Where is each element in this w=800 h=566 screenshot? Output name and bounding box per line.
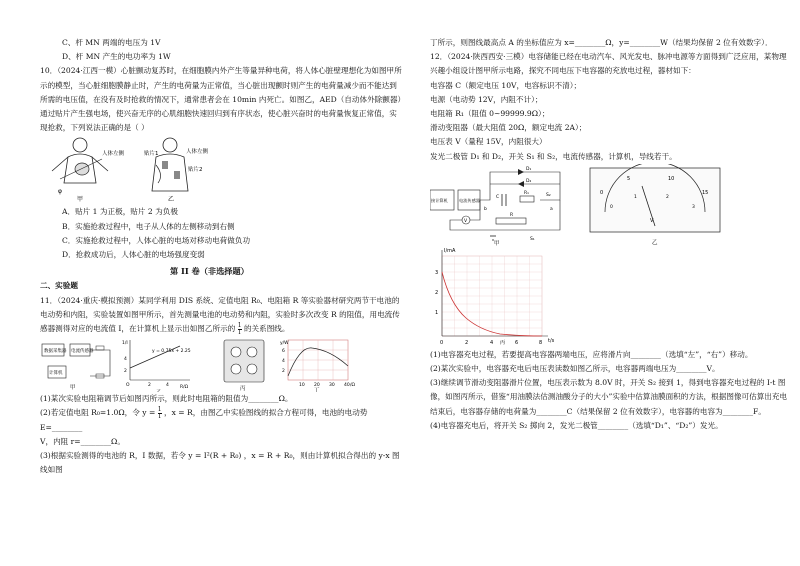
fig-11-ding-x30: 30 [329, 383, 335, 389]
question-11-stem-text: 11．（2024·重庆·模拟预测）某同学利用 DIS 系统、定值电阻 R₀、电阻箱 R 等实验器材研究两节干电池的电动势和内阻，实验装置如图甲所示，首先测量电池的电动势和内阻，实验时多次改变 R 的阻值，用电流传感器测得对应的电流值 I，在计算机上显示出如图乙所示的 [40, 295, 400, 334]
question-12-item-4: 滑动变阻器（最大阻值 20Ω，额定电流 2A）； [430, 123, 587, 133]
fig-data-collector: 数据采集器 [44, 349, 67, 355]
fig-12-computer: 接计算机 [431, 197, 448, 203]
fig-chest-label-b: 人体左侧 [186, 149, 209, 156]
question-12-figures [430, 164, 792, 246]
fig-11-yi-y2: 2 [124, 369, 127, 375]
fig-12-sensor: 电流传感器 [459, 197, 480, 203]
graph-x6: 6 [515, 339, 519, 346]
fig-11-ding-ylabel: y/W [280, 341, 289, 347]
fig-12-yi: 乙 [652, 239, 658, 246]
question-12-stem: 12．（2024·陕西西安·三模）电容储能已经在电动汽车、风光发电、脉冲电源等方面得到广泛应用，某物理兴趣小组设计图甲所示电路，探究不同电压下电容器的充放电过程，器材如下： [430, 52, 787, 76]
fig-12-inner-3: 3 [692, 204, 695, 210]
question-11-stem-tail: 的关系图线。 [243, 324, 290, 334]
question-11-sub2 [40, 406, 402, 434]
fig-12-tick-10: 10 [668, 175, 675, 182]
fig-11-ding-x10: 10 [299, 383, 305, 389]
question-11-sub3-a: (3)根据实验测得的电池的 R，I 数据，若令 [40, 451, 186, 461]
question-12-item-5: 电压表 V（量程 15V，内阻很大） [430, 137, 547, 147]
fig-11-yi-x4: 4 [166, 383, 169, 389]
question-12-item-3: 电阻箱 R₁（阻值 0~99999.9Ω）； [430, 109, 550, 119]
question-10-figure [40, 135, 402, 205]
graph-y3: 3 [435, 269, 439, 276]
fig-11-ding-y4: 4 [282, 359, 285, 365]
fig-11-yi-x2: 2 [148, 383, 151, 389]
question-12-sub1: (1)电容器充电过程，若要提高电容器两端电压，应将滑片向________（选填“左”，“右”）移动。 [430, 349, 753, 359]
fig-12-tick-5: 5 [627, 175, 631, 182]
fig-pad1-label: 贴片1 [144, 151, 159, 158]
fig-pad2-label: 贴片2 [188, 167, 203, 174]
fig-11-yi-y4: 4 [124, 357, 127, 363]
question-12-sub4: (4)电容器充电后，将开关 S₂ 掷向 2，发光二极管________（选填“D₁”、“D₂”）发光。 [430, 420, 723, 430]
graph-grid [442, 256, 542, 336]
graph-xlabel: t/s [548, 337, 555, 344]
fig-11-bing: 丙 [240, 386, 246, 393]
graph-x8: 8 [539, 339, 543, 346]
fig-11-ding-y6: 6 [282, 349, 285, 355]
question-12-items-tail: 发光二极管 D₁ 和 D₂，开关 S₁ 和 S₂，电流传感器，计算机，导线若干。 [430, 151, 677, 161]
fig-label-yi: 乙 [168, 196, 175, 204]
question-10-option-c: C．实施抢救过程中，人体心脏的电场对移动电荷做负功 [62, 235, 251, 245]
fig-11-yi-origin: O [126, 383, 130, 389]
formula-y-i2-r-r0: y = I²(R + R₀) [188, 451, 244, 461]
question-11-sub3-b: ，x = R + R₀，则由计算机拟合得出的 y-x 图线如图 [40, 451, 400, 475]
fig-12-b: b [484, 206, 487, 212]
fig-current-sensor: 电流传感器 [71, 349, 94, 355]
question-11-sub2-b: ，x = R，由图乙中实验图线的拟合方程可得，电池的电动势 E=________ [40, 408, 368, 432]
graph-x2: 2 [465, 339, 469, 346]
section-heading: 二、实验题 [40, 281, 78, 291]
defibrillation-illustration [40, 135, 240, 205]
formula-y-1-over-i: y = [142, 408, 158, 418]
fig-12-meter-v: V [650, 217, 654, 224]
fig-12-jia: 甲 [494, 240, 500, 246]
fig-12-c: C [496, 194, 500, 200]
fig-12-s1: S₁ [530, 236, 535, 242]
fig-chest-label: 人体左侧 [102, 151, 125, 158]
dis-apparatus-diagram [40, 336, 402, 392]
question-10-option-d: D．抢救成功后，人体心脏的电场强度变弱 [62, 250, 205, 260]
fig-12-r1: R₁ [524, 190, 529, 196]
fig-12-inner-2: 2 [666, 194, 669, 200]
fig-fit-equation: y = 0.75x + 2.25 [152, 349, 191, 355]
fig-12-a: a [550, 206, 553, 212]
graph-bing: 丙 [500, 339, 506, 346]
fig-11-ding: 丁 [314, 388, 320, 393]
fig-12-r: R [510, 212, 514, 218]
graph-y1: 1 [435, 309, 439, 316]
fig-11-ding-y2: 2 [282, 369, 285, 375]
left-column [40, 36, 402, 477]
fig-12-d1: D₁ [526, 166, 532, 172]
fig-12-voltmeter: V [464, 218, 468, 224]
option-c-prev: C、杆 MN 两端的电压为 1V [62, 38, 161, 47]
fig-12-tick-0: 0 [600, 189, 604, 196]
fig-12-inner-0: 0 [610, 204, 613, 210]
graph-ylabel: I/mA [444, 247, 456, 254]
voltmeter-face [590, 168, 720, 232]
fraction-1-over-i-2: $\frac{1}{I}$ [157, 405, 162, 420]
question-10-option-b: B．实施抢救过程中，电子从人体的左侧移动到右侧 [62, 221, 235, 231]
graph-x4: 4 [490, 339, 494, 346]
fig-11-ding-x20: 20 [314, 383, 320, 389]
fig-11-yi-xlabel: R/Ω [180, 385, 189, 391]
question-11-figures [40, 336, 402, 392]
capacitor-circuit-diagram [430, 164, 792, 246]
graph-y2: 2 [435, 289, 439, 296]
question-10-option-a: A．贴片 1 为正极，贴片 2 为负极 [62, 207, 178, 217]
fig-11-ding-xlabel: /Ω [350, 383, 355, 389]
question-12-item-1: 电容器 C（额定电压 10V，电容标识不清）； [430, 80, 582, 90]
question-11-stem [40, 294, 402, 337]
current-time-graph [430, 246, 792, 348]
fig-label-jia: 甲 [77, 196, 84, 204]
question-11-sub1: (1)某次实验电阻箱调节后如图丙所示，则此时电阻箱的阻值为________Ω。 [40, 394, 293, 404]
fig-11-yi [156, 389, 162, 392]
fraction-1-over-i: $\frac{1}{I}$ [237, 321, 242, 336]
fig-11-jia: 甲 [70, 385, 76, 392]
question-12-sub2: (2)某次实验中，电容器充电后电压表读数如图乙所示，电容器两端电压为________V。 [430, 364, 720, 374]
question-11-sub3 [40, 449, 402, 477]
question-11-sub2-c: V，内阻 r=________Ω。 [40, 436, 125, 446]
fig-computer: 计算机 [49, 371, 63, 377]
question-10-stem: 10．（2024·江西一模）心脏颤动复苏时，在细胞膜内外产生等量异种电荷，将人体心脏壁理想化为如图甲所示的模型，当心脏细胞膜静止时，产生的电荷量为正常值，当心脏出现颤时则产生的电荷量减少而不能达到所需的电压值，在没有及时抢救的情况下，通常患者会在 10min 内死亡。如图乙，AED（自动体外除颤器）通过贴片产生强电场，使兴奋无序的心肌细胞快速回归到有序状态，使心脏兴奋时的电荷量恢复正常值，实现抢救，下列说法正确的是（ ） [40, 66, 402, 133]
section-title: 第 II 卷（非选择题） [170, 266, 249, 277]
graph-x0: 0 [440, 339, 444, 346]
question-11-sub2-a: (2)若定值电阻 R₀=1.0Ω，令 [40, 408, 140, 418]
fig-11-yi-ylabel: 1/I [122, 341, 128, 347]
fig-12-inner-1: 1 [634, 194, 637, 200]
question-11-tail: 丁所示，则图线最高点 A 的坐标值应为 x=________Ω，y=________W（结果均保留 2 位有效数字）． [430, 38, 773, 47]
question-12-sub3: (3)继续调节滑动变阻器滑片位置，电压表示数为 8.0V 时，开关 S₂ 接到 1，得到电容器充电过程的 I-t 图像，如图丙所示，借鉴“用油膜法估测油酸分子的大小”实验中估算油膜面积的方法，根据图像可估算出充电结束后，电容器存储的电荷量为________C（结果保留 2 位有效数字），电容器的电容为________F。 [430, 378, 788, 416]
fig-phi-label: φ [58, 188, 62, 196]
fig-12-s2: S₂ [546, 192, 551, 198]
question-12-item-2: 电源（电动势 12V，内阻不计）； [430, 94, 543, 104]
fig-11-ding-grid [288, 340, 348, 380]
option-d-prev: D、杆 MN 产生的电功率为 1W [62, 52, 171, 62]
fig-11-ding-x40: 40 [344, 383, 350, 389]
right-column [430, 36, 792, 433]
question-12-graph [430, 246, 792, 348]
fig-12-tick-15: 15 [702, 189, 709, 196]
fig-12-d2: D₂ [526, 178, 532, 184]
